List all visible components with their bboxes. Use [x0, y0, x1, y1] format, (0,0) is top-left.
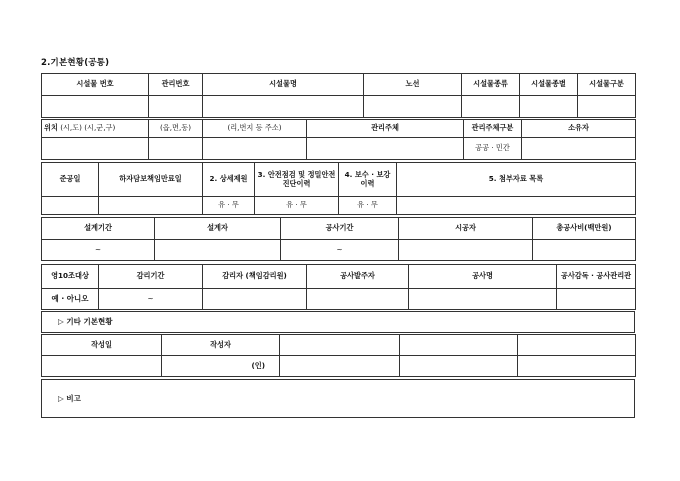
author-input-row: [42, 356, 636, 377]
facility-basic-status-form: [41, 70, 635, 418]
safety-inspection-yesno[interactable]: 유 · 무: [255, 197, 339, 215]
author-table: [41, 334, 636, 377]
header-construction-period: 공사기간: [281, 218, 399, 240]
total-construction-cost-cell[interactable]: [533, 240, 636, 261]
header-detailed-specs: 2. 상세제원: [203, 163, 255, 197]
facility-id-header-row: [42, 74, 636, 96]
construction-supervisor-cell[interactable]: [557, 289, 636, 310]
project-name-cell[interactable]: [409, 289, 557, 310]
header-safety-inspection-history: 3. 안전점검 및 정밀안전진단이력: [255, 163, 339, 197]
header-management-number: 관리번호: [149, 74, 203, 96]
contractor-cell[interactable]: [399, 240, 533, 261]
completion-date-cell[interactable]: [42, 197, 99, 215]
history-input-row: [42, 197, 636, 215]
header-author: 작성자: [162, 335, 280, 356]
facility-id-input-row: [42, 96, 636, 118]
header-completion-date: 준공일: [42, 163, 99, 197]
location-input-row: [42, 138, 636, 160]
supervisor-cell[interactable]: [203, 289, 307, 310]
address-cell[interactable]: [203, 138, 307, 160]
header-facility-class: 시설물종별: [520, 74, 578, 96]
author-extra-2[interactable]: [400, 335, 518, 356]
warranty-expiry-cell[interactable]: [99, 197, 203, 215]
header-construction-supervisor: 공사감독 · 공사관리관: [557, 265, 636, 289]
construction-client-cell[interactable]: [307, 289, 409, 310]
designer-cell[interactable]: [155, 240, 281, 261]
management-entity-type-cell[interactable]: 공공 · 민간: [464, 138, 522, 160]
header-contractor: 시공자: [399, 218, 533, 240]
route-cell[interactable]: [364, 96, 462, 118]
header-article10-target: 영10조대상: [42, 265, 99, 289]
header-designer: 설계자: [155, 218, 281, 240]
header-project-name: 공사명: [409, 265, 557, 289]
header-facility-type: 시설물종류: [462, 74, 520, 96]
repair-reinforcement-yesno[interactable]: 유 · 무: [339, 197, 397, 215]
facility-id-table: [41, 73, 636, 118]
location-table: [41, 119, 636, 160]
eup-myeon-dong-cell[interactable]: [149, 138, 203, 160]
header-repair-reinforcement-history: 4. 보수 · 보강 이력: [339, 163, 397, 197]
header-design-period: 설계기간: [42, 218, 155, 240]
design-construction-input-row: [42, 240, 636, 261]
header-supervisor: 감리자 (책임감리원): [203, 265, 307, 289]
header-location-sido-sigungu: 위치 (시,도) (시,군,구): [42, 120, 149, 138]
author-extra-1[interactable]: [280, 335, 400, 356]
author-header-row: [42, 335, 636, 356]
header-address: (리,번지 등 주소): [203, 120, 307, 138]
header-eup-myeon-dong: (읍,면,동): [149, 120, 203, 138]
history-header-row: [42, 163, 636, 197]
management-number-cell[interactable]: [149, 96, 203, 118]
author-seal[interactable]: (인): [162, 356, 280, 377]
written-date-cell[interactable]: [42, 356, 162, 377]
owner-cell[interactable]: [522, 138, 636, 160]
header-facility-name: 시설물명: [203, 74, 364, 96]
header-route: 노선: [364, 74, 462, 96]
facility-class-cell[interactable]: [520, 96, 578, 118]
remarks-box[interactable]: [41, 379, 635, 418]
design-construction-table: [41, 217, 636, 261]
header-written-date: 작성일: [42, 335, 162, 356]
article10-yesno[interactable]: 예 · 아니오: [42, 289, 99, 310]
author-extra-4[interactable]: [280, 356, 400, 377]
supervision-input-row: [42, 289, 636, 310]
header-management-entity: 관리주체: [307, 120, 464, 138]
section-title: 2.기본현황(공통): [41, 58, 110, 68]
attachment-list-cell[interactable]: [397, 197, 636, 215]
header-management-entity-type: 관리주체구분: [464, 120, 522, 138]
supervision-table: [41, 264, 636, 310]
sido-sigungu-cell[interactable]: [42, 138, 149, 160]
author-extra-5[interactable]: [400, 356, 518, 377]
author-extra-3[interactable]: [518, 335, 636, 356]
header-facility-division: 시설물구분: [578, 74, 636, 96]
construction-period-cell[interactable]: ~: [281, 240, 399, 261]
supervision-period-cell[interactable]: ~: [99, 289, 203, 310]
design-construction-header-row: [42, 218, 636, 240]
history-table: [41, 162, 636, 215]
design-period-cell[interactable]: ~: [42, 240, 155, 261]
header-attachment-list: 5. 첨부자료 목록: [397, 163, 636, 197]
header-facility-number: 시설물 번호: [42, 74, 149, 96]
header-owner: 소유자: [522, 120, 636, 138]
facility-number-cell[interactable]: [42, 96, 149, 118]
facility-name-cell[interactable]: [203, 96, 364, 118]
author-extra-6[interactable]: [518, 356, 636, 377]
detailed-specs-yesno[interactable]: 유 · 무: [203, 197, 255, 215]
header-warranty-expiry: 하자담보책임만료일: [99, 163, 203, 197]
supervision-header-row: [42, 265, 636, 289]
facility-type-cell[interactable]: [462, 96, 520, 118]
facility-division-cell[interactable]: [578, 96, 636, 118]
management-entity-cell[interactable]: [307, 138, 464, 160]
header-total-construction-cost: 총공사비(백만원): [533, 218, 636, 240]
location-header-row: [42, 120, 636, 138]
other-status-label: ▷ 기타 기본현황: [41, 311, 635, 333]
header-construction-client: 공사발주자: [307, 265, 409, 289]
header-supervision-period: 감리기간: [99, 265, 203, 289]
remarks-label: ▷ 비고: [58, 394, 81, 403]
